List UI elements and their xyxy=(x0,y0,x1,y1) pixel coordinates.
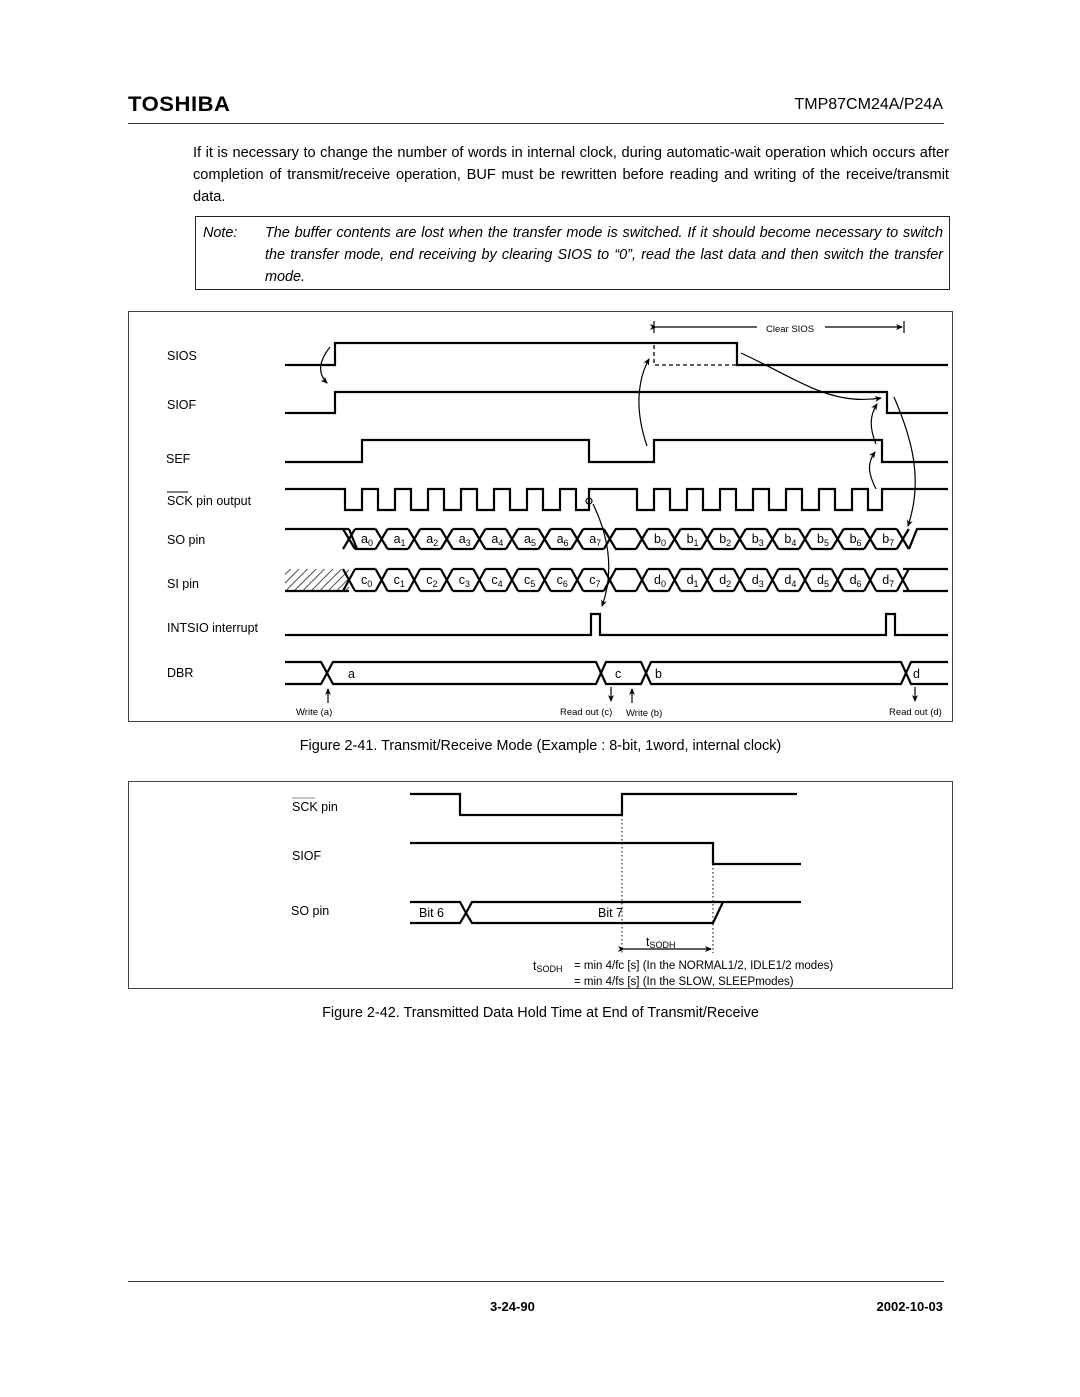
bit-cell-label: $d_7$ xyxy=(882,573,895,589)
wave-siof xyxy=(285,392,948,413)
bit7-label: Bit 7 xyxy=(598,906,624,920)
so-end-slope xyxy=(909,529,948,549)
note-box xyxy=(195,216,950,290)
bit-cell-label: $a_2$ xyxy=(426,532,439,548)
bit-cell-label: $c_5$ xyxy=(524,573,536,589)
bit-cell-label: $c_7$ xyxy=(589,573,601,589)
figure-2-41 xyxy=(128,311,953,722)
annotation-write-b: Write (b) xyxy=(626,708,663,719)
note-label: Note: xyxy=(203,225,238,241)
bit6-label: Bit 6 xyxy=(419,906,445,920)
bit-labels xyxy=(361,532,894,589)
bit-cell-label: $c_0$ xyxy=(361,573,373,589)
tsodh-dim-label: tSODH xyxy=(646,935,676,950)
tsodh-formula-line2: = min 4/fs [s] (In the SLOW, SLEEPmodes) xyxy=(574,976,794,988)
bit-cell-label: $d_1$ xyxy=(686,573,699,589)
footer-date: 2002-10-03 xyxy=(876,1299,943,1314)
timing-diagram-2-42 xyxy=(129,782,954,990)
label-si: SI pin xyxy=(167,577,199,591)
brand-logo: TOSHIBA xyxy=(128,93,231,116)
bit-cell-label: $b_3$ xyxy=(751,532,764,548)
bit-cell-label: $a_0$ xyxy=(361,532,373,548)
bit-cell-label: $b_5$ xyxy=(817,532,829,548)
dbr-value-d: d xyxy=(913,667,920,681)
label-siof-2: SIOF xyxy=(292,849,322,863)
bit-cell-label: $d_0$ xyxy=(654,573,666,589)
bit-cell-label: $a_7$ xyxy=(589,532,602,548)
wave-sck xyxy=(285,489,948,510)
bit-cell-label: $c_4$ xyxy=(491,573,503,589)
wave-intsio xyxy=(285,614,948,635)
bit-cell-label: $a_1$ xyxy=(393,532,406,548)
annotation-write-a: Write (a) xyxy=(296,707,333,718)
dbr-value-b: b xyxy=(655,667,662,681)
bit-cell-label: $a_3$ xyxy=(458,532,471,548)
label-so: SO pin xyxy=(167,533,206,547)
label-siof: SIOF xyxy=(167,398,197,412)
footer-rule xyxy=(128,1281,944,1282)
bit-cell-label: $d_6$ xyxy=(849,573,862,589)
note-text: The buffer contents are lost when the transfer mode is switched. If it should become necessary to switch the transfer mode, end receiving by clearing SIOS to “0”, read the last data and then switch the transfer mode. xyxy=(265,225,943,285)
annotation-read-out-d: Read out (d) xyxy=(889,707,942,718)
timing-diagram-2-41 xyxy=(129,312,954,723)
label-intsio: INTSIO interrupt xyxy=(167,621,258,635)
label-sck-pin: SCK pin xyxy=(292,800,338,814)
label-sef: SEF xyxy=(166,452,191,466)
bit-cell-label: $a_5$ xyxy=(524,532,536,548)
dbr-value-a: a xyxy=(348,667,355,681)
si-undefined-hatch xyxy=(285,569,349,591)
bit-cell-label: $d_4$ xyxy=(784,573,797,589)
wave-so-lower xyxy=(410,902,723,923)
bit-cell-label: $b_7$ xyxy=(882,532,895,548)
arrow-sef-to-siof xyxy=(871,404,877,444)
bit-cell-label: $d_3$ xyxy=(751,573,764,589)
label-so-pin-2: SO pin xyxy=(291,904,330,918)
bit-cell-label: $b_4$ xyxy=(784,532,797,548)
bit-cell-label: $d_5$ xyxy=(817,573,829,589)
clear-sios-label: Clear SIOS xyxy=(766,324,815,335)
wave-siof-2 xyxy=(410,843,801,864)
tsodh-formula-line1: = min 4/fc [s] (In the NORMAL1/2, IDLE1/2 modes) xyxy=(574,960,834,972)
arrow-sef-to-sios xyxy=(639,359,649,446)
arrow-sck-to-sef xyxy=(869,452,876,489)
wave-sef xyxy=(285,440,948,462)
bit-cell-label: $b_2$ xyxy=(719,532,732,548)
bit-cell-label: $c_3$ xyxy=(458,573,471,589)
bit-cell-label: $b_1$ xyxy=(686,532,699,548)
page-number: 3-24-90 xyxy=(490,1299,535,1314)
dbr-value-c: c xyxy=(615,667,622,681)
figure-2-42 xyxy=(128,781,953,989)
label-sios: SIOS xyxy=(167,349,197,363)
wave-sios-dashed xyxy=(654,345,737,365)
bit-cell-label: $b_6$ xyxy=(849,532,862,548)
label-sck-output: SCK pin output xyxy=(167,494,252,508)
bit-cell-label: $c_2$ xyxy=(426,573,438,589)
header-rule xyxy=(128,123,944,124)
label-dbr: DBR xyxy=(167,666,194,680)
bit-cell-label: $c_1$ xyxy=(393,573,405,589)
part-number: TMP87CM24A/P24A xyxy=(794,96,943,113)
bit-cell-label: $a_6$ xyxy=(556,532,569,548)
bit-cell-label: $a_4$ xyxy=(491,532,504,548)
bit-cell-label: $b_0$ xyxy=(654,532,666,548)
wave-sck-2 xyxy=(410,794,797,815)
tsodh-formula-symbol: tSODH xyxy=(533,959,563,974)
annotation-read-out-c: Read out (c) xyxy=(560,707,613,718)
wave-sios xyxy=(285,343,948,365)
figure-2-41-caption: Figure 2-41. Transmit/Receive Mode (Example : 8-bit, 1word, internal clock) xyxy=(299,738,782,754)
body-paragraph: If it is necessary to change the number of words in internal clock, during automatic-wait operation which occurs after completion of transmit/receive operation, BUF must be rewritten before reading and writing of the receive/transmit data. xyxy=(193,145,949,205)
bit-cell-label: $c_6$ xyxy=(556,573,568,589)
figure-2-42-caption: Figure 2-42. Transmitted Data Hold Time at End of Transmit/Receive xyxy=(322,1005,759,1021)
bit-cell-label: $d_2$ xyxy=(719,573,732,589)
